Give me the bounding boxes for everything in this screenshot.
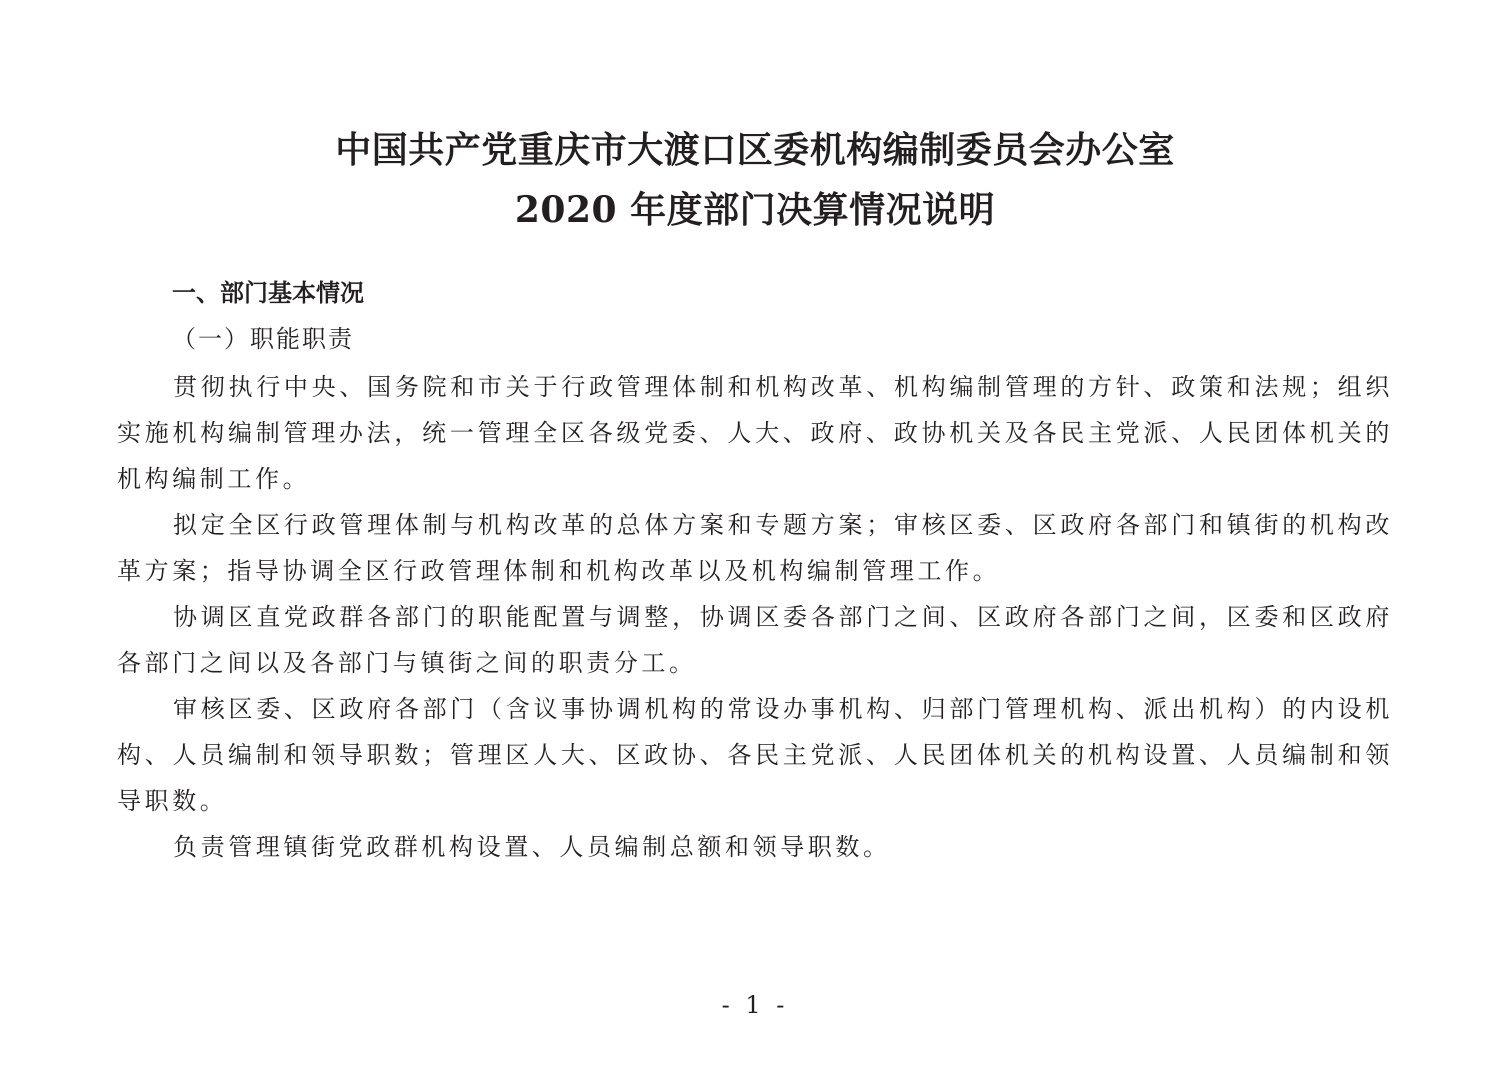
subsection-heading: （一）职能职责 xyxy=(172,325,354,353)
page-number: - 1 - xyxy=(721,991,789,1019)
document-title-line1: 中国共产党重庆市大渡口区委机构编制委员会办公室 xyxy=(335,129,1175,171)
body-text xyxy=(117,364,1393,870)
paragraph: 拟定全区行政管理体制与机构改革的总体方案和专题方案；审核区委、区政府各部门和镇街的机构改革方案；指导协调全区行政管理体制和机构改革以及机构编制管理工作。 xyxy=(117,511,1393,585)
paragraph: 负责管理镇街党政群机构设置、人员编制总额和领导职数。 xyxy=(173,833,891,861)
paragraph: 贯彻执行中央、国务院和市关于行政管理体制和机构改革、机构编制管理的方针、政策和法规；组织实施机构编制管理办法，统一管理全区各级党委、人大、政府、政协机关及各民主党派、人民团体机关的机构编制工作。 xyxy=(117,373,1393,493)
section-heading: 一、部门基本情况 xyxy=(172,279,364,307)
paragraph: 协调区直党政群各部门的职能配置与调整，协调区委各部门之间、区政府各部门之间，区委和区政府各部门之间以及各部门与镇街之间的职责分工。 xyxy=(117,603,1393,677)
paragraph: 审核区委、区政府各部门（含议事协调机构的常设办事机构、归部门管理机构、派出机构）的内设机构、人员编制和领导职数；管理区人大、区政协、各民主党派、人民团体机关的机构设置、人员编制和领导职数。 xyxy=(117,695,1393,815)
document-title-line2: 2020 年度部门决算情况说明 xyxy=(514,189,996,231)
